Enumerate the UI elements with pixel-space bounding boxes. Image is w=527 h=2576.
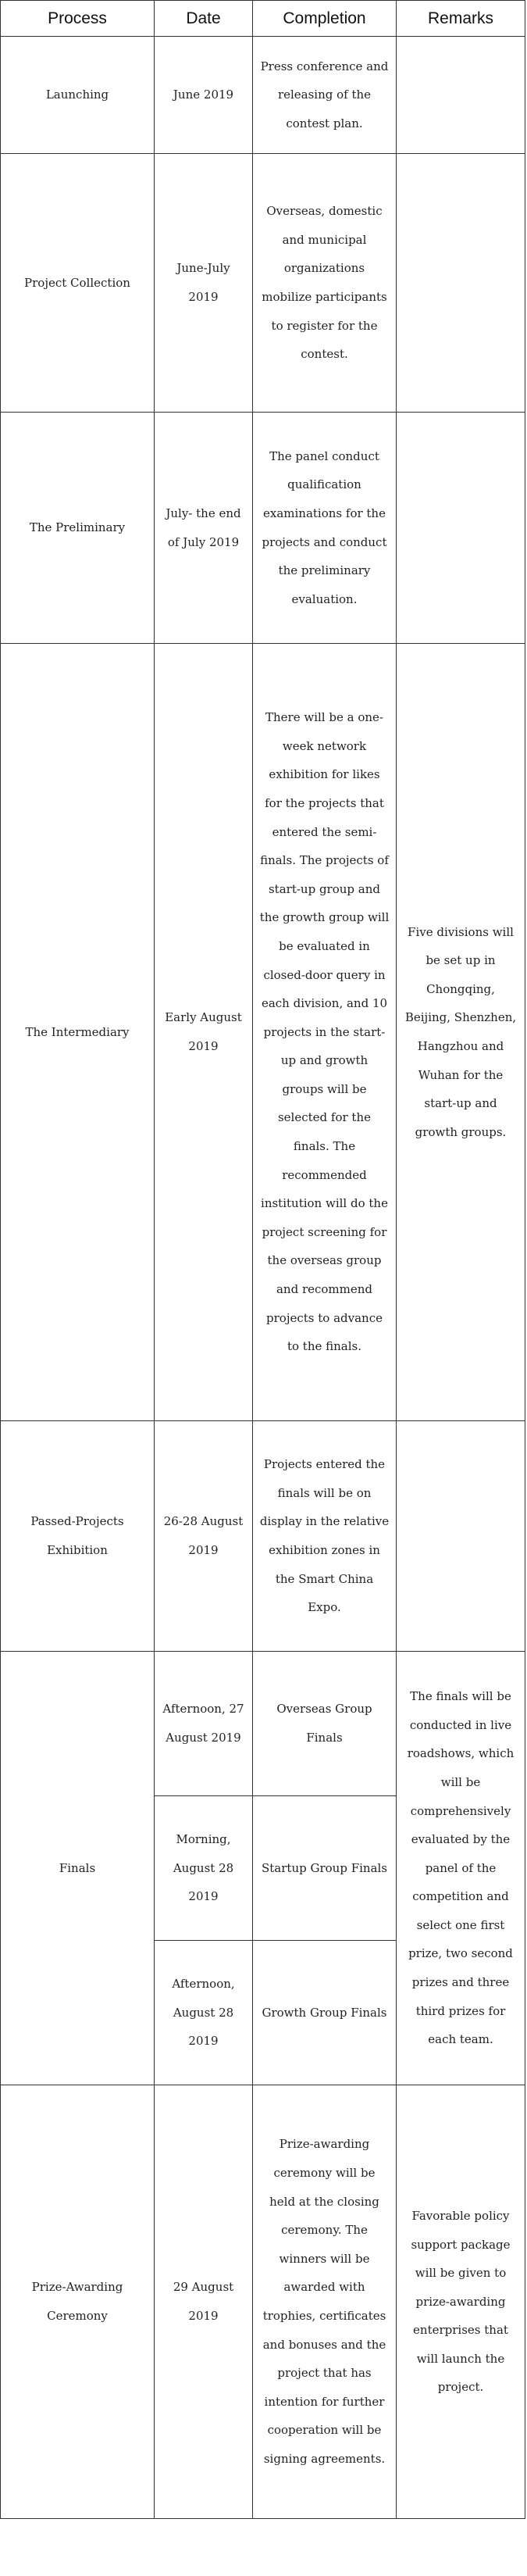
process-cell: The Preliminary (1, 413, 155, 644)
completion-cell: There will be a one-week network exhibition for likes for the projects that entered the semi-finals. The projects of start-up group and the growth group will be evaluated in closed-door query in each division, and 10 projects in the start-up and growth groups will be selected for the finals. The recommended institution will do the project screening for the overseas group and recommend projects to advance to the finals. (253, 644, 397, 1421)
finals-row (1, 1652, 525, 1796)
date-cell: 26-28 August 2019 (155, 1421, 253, 1652)
table-row (1, 1421, 525, 1652)
finals-process-cell: Finals (1, 1652, 155, 2085)
date-cell: July- the end of July 2019 (155, 413, 253, 644)
remarks-cell (397, 154, 525, 413)
finals-completion-cell: Overseas Group Finals (253, 1652, 397, 1796)
finals-date-cell: Afternoon, 27 August 2019 (155, 1652, 253, 1796)
process-cell: Passed-Projects Exhibition (1, 1421, 155, 1652)
date-cell: June 2019 (155, 37, 253, 154)
table-row (1, 413, 525, 644)
process-cell: Project Collection (1, 154, 155, 413)
completion-cell: Press conference and releasing of the contest plan. (253, 37, 397, 154)
table-row (1, 154, 525, 413)
process-cell: Launching (1, 37, 155, 154)
ceremony-process-cell: Prize-Awarding Ceremony (1, 2085, 155, 2519)
header-date: Date (155, 1, 253, 37)
remarks-cell (397, 1421, 525, 1652)
finals-completion-cell: Startup Group Finals (253, 1796, 397, 1941)
ceremony-remarks-cell: Favorable policy support package will be given to prize-awarding enterprises that will launch the project. (397, 2085, 525, 2519)
date-cell: Early August 2019 (155, 644, 253, 1421)
completion-cell: The panel conduct qualification examinations for the projects and conduct the preliminary evaluation. (253, 413, 397, 644)
completion-cell: Projects entered the finals will be on display in the relative exhibition zones in the Smart China Expo. (253, 1421, 397, 1652)
header-process: Process (1, 1, 155, 37)
finals-date-cell: Morning, August 28 2019 (155, 1796, 253, 1941)
remarks-cell (397, 37, 525, 154)
ceremony-completion-cell: Prize-awarding ceremony will be held at the closing ceremony. The winners will be awarded with trophies, certificates and bonuses and the project that has intention for further cooperation will be signing agreements. (253, 2085, 397, 2519)
table-row (1, 644, 525, 1421)
ceremony-row (1, 2085, 525, 2519)
date-cell: June-July 2019 (155, 154, 253, 413)
finals-completion-cell: Growth Group Finals (253, 1941, 397, 2085)
ceremony-date-cell: 29 August 2019 (155, 2085, 253, 2519)
table-row (1, 37, 525, 154)
header-completion: Completion (253, 1, 397, 37)
header-row (1, 1, 525, 37)
remarks-cell: Five divisions will be set up in Chongqing, Beijing, Shenzhen, Hangzhou and Wuhan for the start-up and growth groups. (397, 644, 525, 1421)
process-cell: The Intermediary (1, 644, 155, 1421)
remarks-cell (397, 413, 525, 644)
finals-date-cell: Afternoon, August 28 2019 (155, 1941, 253, 2085)
finals-remarks-cell: The finals will be conducted in live roadshows, which will be comprehensively evaluated by the panel of the competition and select one first prize, two second prizes and three third prizes for each team. (397, 1652, 525, 2085)
completion-cell: Overseas, domestic and municipal organizations mobilize participants to register for the contest. (253, 154, 397, 413)
header-remarks: Remarks (397, 1, 525, 37)
